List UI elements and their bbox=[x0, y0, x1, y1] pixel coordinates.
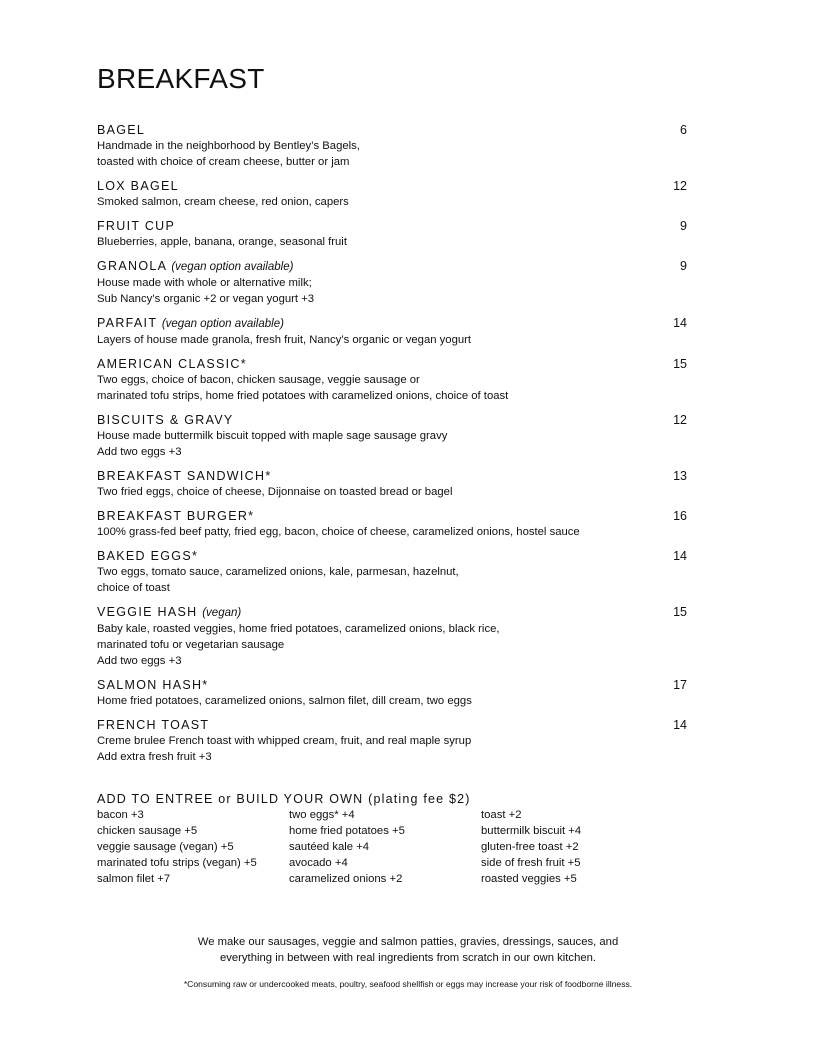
menu-item bbox=[97, 122, 697, 170]
menu-item-description: Add two eggs +3 bbox=[97, 655, 182, 667]
menu-item-name bbox=[97, 508, 697, 524]
menu-item-description: marinated tofu strips, home fried potatoes with caramelized onions, choice of toast bbox=[97, 390, 509, 402]
menu-item-name bbox=[97, 548, 697, 564]
menu-item-description: House made with whole or alternative milk; bbox=[97, 277, 312, 289]
menu-item-title: BISCUITS & GRAVY bbox=[97, 413, 234, 427]
addon-item: buttermilk biscuit +4 bbox=[481, 825, 582, 837]
menu-item-description: Baby kale, roasted veggies, home fried potatoes, caramelized onions, black rice, bbox=[97, 623, 500, 635]
menu-item-title: BAKED EGGS* bbox=[97, 549, 199, 563]
menu-item-title: FRUIT CUP bbox=[97, 219, 176, 233]
menu-items-list bbox=[97, 122, 697, 765]
menu-item bbox=[97, 315, 697, 348]
footer-note-line: We make our sausages, veggie and salmon patties, gravies, dressings, sauces, and bbox=[197, 936, 619, 948]
menu-item-description: toasted with choice of cream cheese, butter or jam bbox=[97, 156, 350, 168]
menu-item-title: BAGEL bbox=[97, 123, 146, 137]
menu-item-description: Add two eggs +3 bbox=[97, 446, 182, 458]
menu-item-price: 15 bbox=[673, 605, 687, 619]
page-title: BREAKFAST bbox=[97, 63, 265, 94]
menu-item-description: House made buttermilk biscuit topped with maple sage sausage gravy bbox=[97, 430, 448, 442]
menu-item-title: PARFAIT bbox=[97, 316, 158, 330]
addon-item: bacon +3 bbox=[97, 809, 144, 821]
menu-item-title: BREAKFAST SANDWICH* bbox=[97, 469, 272, 483]
menu-item-description: Creme brulee French toast with whipped cream, fruit, and real maple syrup bbox=[97, 735, 472, 747]
menu-item-name bbox=[97, 356, 697, 372]
footer-note bbox=[0, 934, 816, 966]
addon-item: home fried potatoes +5 bbox=[289, 825, 405, 837]
menu-item-description: marinated tofu or vegetarian sausage bbox=[97, 639, 285, 651]
addon-item: two eggs* +4 bbox=[289, 809, 355, 821]
menu-item-description: Two eggs, choice of bacon, chicken sausage, veggie sausage or bbox=[97, 374, 420, 386]
menu-item-note: (vegan option available) bbox=[171, 261, 294, 273]
menu-item bbox=[97, 218, 697, 250]
addon-item: roasted veggies +5 bbox=[481, 873, 577, 885]
menu-item bbox=[97, 604, 697, 669]
menu-page bbox=[97, 62, 697, 887]
menu-item-title: GRANOLA bbox=[97, 259, 167, 273]
menu-item-description: Blueberries, apple, banana, orange, seasonal fruit bbox=[97, 236, 347, 248]
menu-item-description: Two eggs, tomato sauce, caramelized onions, kale, parmesan, hazelnut, bbox=[97, 566, 459, 578]
menu-item-name bbox=[97, 315, 697, 332]
menu-item-title: LOX BAGEL bbox=[97, 179, 179, 193]
menu-item-price: 14 bbox=[673, 549, 687, 563]
menu-item-description: Two fried eggs, choice of cheese, Dijonnaise on toasted bread or bagel bbox=[97, 486, 453, 498]
menu-item bbox=[97, 548, 697, 596]
menu-item-name bbox=[97, 677, 697, 693]
menu-item-price: 14 bbox=[673, 316, 687, 330]
footer-note-line: everything in between with real ingredients from scratch in our own kitchen. bbox=[219, 952, 597, 964]
menu-item-name bbox=[97, 412, 697, 428]
menu-item-name bbox=[97, 178, 697, 194]
menu-item-name bbox=[97, 218, 697, 234]
addon-item: toast +2 bbox=[481, 809, 522, 821]
addon-item: caramelized onions +2 bbox=[289, 873, 403, 885]
menu-item-description: Add extra fresh fruit +3 bbox=[97, 751, 212, 763]
menu-item-description: Smoked salmon, cream cheese, red onion, capers bbox=[97, 196, 349, 208]
addon-item: veggie sausage (vegan) +5 bbox=[97, 841, 234, 853]
menu-item-title: AMERICAN CLASSIC* bbox=[97, 357, 247, 371]
addon-item: avocado +4 bbox=[289, 857, 348, 869]
menu-item-price: 12 bbox=[673, 413, 687, 427]
addon-item: chicken sausage +5 bbox=[97, 825, 198, 837]
addons-grid bbox=[97, 807, 697, 887]
menu-item-description: choice of toast bbox=[97, 582, 170, 594]
addons-title: ADD TO ENTREE or BUILD YOUR OWN (plating fee $2) bbox=[97, 792, 471, 806]
menu-item bbox=[97, 412, 697, 460]
menu-item bbox=[97, 468, 697, 500]
menu-item bbox=[97, 178, 697, 210]
menu-item-price: 9 bbox=[680, 259, 687, 273]
menu-item-description: 100% grass-fed beef patty, fried egg, bacon, choice of cheese, caramelized onions, hostel sauce bbox=[97, 526, 580, 538]
menu-item-name bbox=[97, 258, 697, 275]
menu-item-name bbox=[97, 604, 697, 621]
menu-item-title: SALMON HASH* bbox=[97, 678, 209, 692]
addon-item: marinated tofu strips (vegan) +5 bbox=[97, 857, 257, 869]
addon-item: gluten-free toast +2 bbox=[481, 841, 579, 853]
menu-item-price: 15 bbox=[673, 357, 687, 371]
addons-section bbox=[97, 791, 697, 887]
menu-item-price: 9 bbox=[680, 219, 687, 233]
foodborne-warning: *Consuming raw or undercooked meats, poultry, seafood shellfish or eggs may increase your risk of foodborne illness. bbox=[183, 979, 633, 989]
addon-item: sautéed kale +4 bbox=[289, 841, 370, 853]
menu-item-title: BREAKFAST BURGER* bbox=[97, 509, 255, 523]
menu-item bbox=[97, 717, 697, 765]
menu-item-description: Sub Nancy’s organic +2 or vegan yogurt +3 bbox=[97, 293, 315, 305]
menu-item bbox=[97, 677, 697, 709]
menu-item bbox=[97, 356, 697, 404]
menu-item bbox=[97, 258, 697, 307]
menu-item-price: 13 bbox=[673, 469, 687, 483]
menu-item-name bbox=[97, 717, 697, 733]
menu-item-price: 12 bbox=[673, 179, 687, 193]
menu-item bbox=[97, 508, 697, 540]
menu-item-note: (vegan option available) bbox=[161, 318, 284, 330]
addon-item: salmon filet +7 bbox=[97, 873, 171, 885]
menu-item-description: Handmade in the neighborhood by Bentley’s Bagels, bbox=[97, 140, 360, 152]
menu-item-name bbox=[97, 468, 697, 484]
addon-item: side of fresh fruit +5 bbox=[481, 857, 581, 869]
menu-item-price: 17 bbox=[673, 678, 687, 692]
menu-item-title: FRENCH TOAST bbox=[97, 718, 210, 732]
menu-item-price: 6 bbox=[680, 123, 687, 137]
menu-item-title: VEGGIE HASH bbox=[97, 605, 198, 619]
menu-item-name bbox=[97, 122, 697, 138]
menu-item-description: Layers of house made granola, fresh fruit, Nancy’s organic or vegan yogurt bbox=[97, 334, 472, 346]
menu-item-price: 14 bbox=[673, 718, 687, 732]
menu-item-price: 16 bbox=[673, 509, 687, 523]
menu-item-description: Home fried potatoes, caramelized onions, salmon filet, dill cream, two eggs bbox=[97, 695, 472, 707]
menu-item-note: (vegan) bbox=[202, 607, 242, 619]
